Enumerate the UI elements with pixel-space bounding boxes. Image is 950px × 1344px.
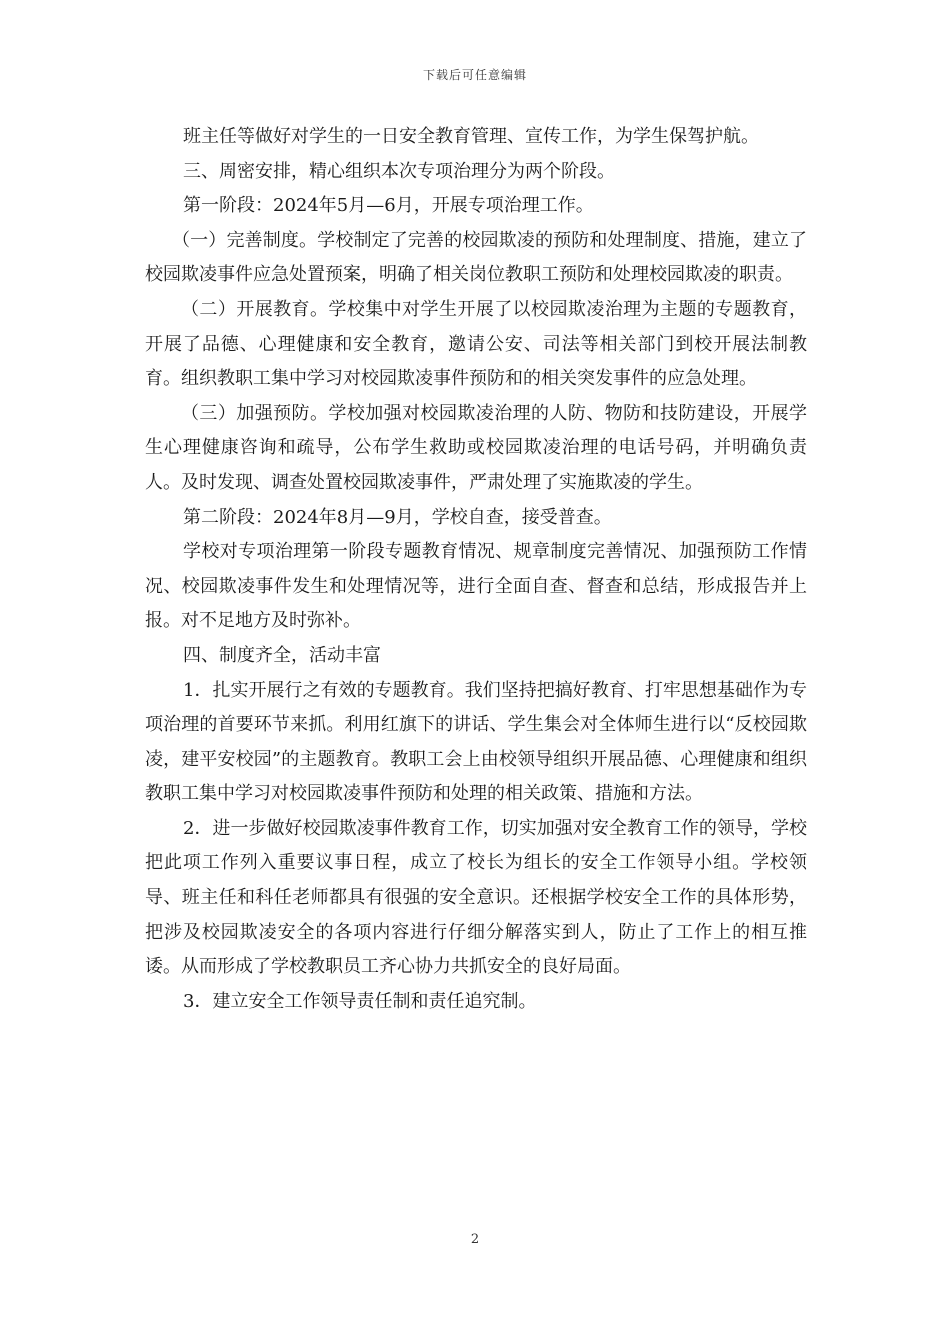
page-number: 2 [470, 1232, 480, 1247]
paragraph-1: 班主任等做好对学生的一日安全教育管理、宣传工作，为学生保驾护航。 [183, 126, 759, 147]
paragraph-4: （一）完善制度。学校制定了完善的校园欺凌的预防和处理制度、措施，建立了校园欺凌事件应急处置预案，明确了相关岗位教职工预防和处理校园欺凌的职责。 [145, 229, 807, 286]
document-body [145, 120, 807, 1019]
paragraph-12: 3．建立安全工作领导责任制和责任追究制。 [183, 990, 537, 1012]
paragraph-2: 三、周密安排，精心组织本次专项治理分为两个阶段。 [183, 160, 615, 182]
paragraph-6: （三）加强预防。学校加强对校园欺凌治理的人防、物防和技防建设，开展学生心理健康咨询和疏导，公布学生救助或校园欺凌治理的电话号码，并明确负责人。及时发现、调查处置校园欺凌事件，严肃处理了实施欺凌的学生。 [145, 402, 807, 493]
paragraph-9: 四、制度齐全，活动丰富 [183, 644, 381, 666]
paragraph-8: 学校对专项治理第一阶段专题教育情况、规章制度完善情况、加强预防工作情况、校园欺凌事件发生和处理情况等，进行全面自查、督查和总结，形成报告并上报。对不足地方及时弥补。 [145, 541, 807, 632]
paragraph-11: 2．进一步做好校园欺凌事件教育工作，切实加强对安全教育工作的领导，学校把此项工作列入重要议事日程，成立了校长为组长的安全工作领导小组。学校领导、班主任和科任老师都具有很强的安全意识。还根据学校安全工作的具体形势，把涉及校园欺凌安全的各项内容进行仔细分解落实到人，防止了工作上的相互推诿。从而形成了学校教职员工齐心协力共抓安全的良好局面。 [145, 817, 807, 978]
paragraph-5: （二）开展教育。学校集中对学生开展了以校园欺凌治理为主题的专题教育，开展了品德、心理健康和安全教育，邀请公安、司法等相关部门到校开展法制教育。组织教职工集中学习对校园欺凌事件预防和的相关突发事件的应急处理。 [145, 298, 807, 390]
paragraph-3: 第一阶段：2024年5月—6月，开展专项治理工作。 [183, 195, 594, 217]
page-header: 下载后可任意编辑 [422, 68, 527, 82]
paragraph-7: 第二阶段：2024年8月—9月，学校自查，接受普查。 [183, 506, 612, 528]
paragraph-10: 1．扎实开展行之有效的专题教育。我们坚持把搞好教育、打牢思想基础作为专项治理的首要环节来抓。利用红旗下的讲话、学生集会对全体师生进行以“反校园欺凌，建平安校园”的主题教育。教职工会上由校领导组织开展品德、心理健康和组织教职工集中学习对校园欺凌事件预防和处理的相关政策、措施和方法。 [145, 679, 807, 805]
